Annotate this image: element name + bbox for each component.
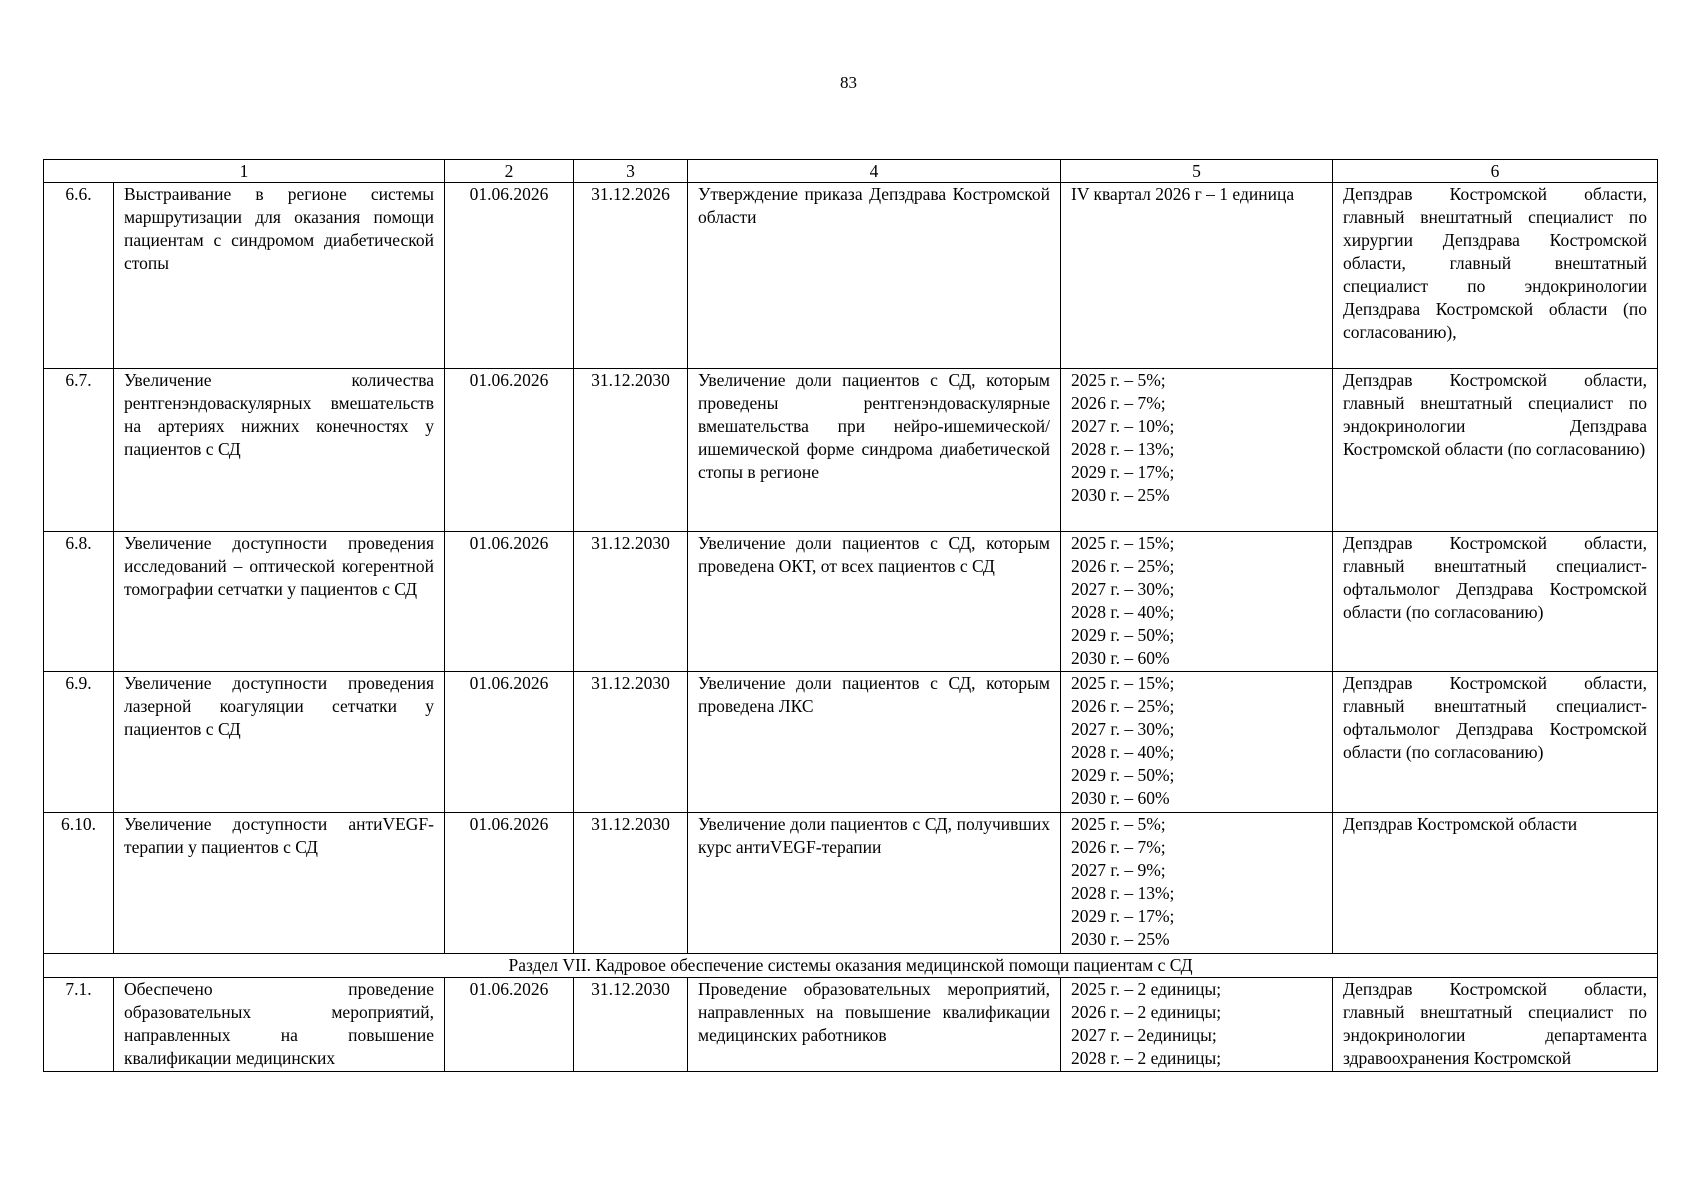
- target-line: 2028 г. – 2 единицы;: [1071, 1048, 1222, 1068]
- target-line: 2028 г. – 13%;: [1071, 439, 1175, 459]
- target-line: 2027 г. – 30%;: [1071, 719, 1175, 739]
- end-date-cell: 31.12.2030: [574, 369, 688, 532]
- target-line: 2025 г. – 5%;: [1071, 814, 1166, 834]
- start-date-cell: 01.06.2026: [445, 978, 574, 1072]
- responsible-cell: Депздрав Костромской области, главный внештатный специалист-офтальмолог Депздрава Костромской области (по согласованию): [1333, 672, 1658, 813]
- activity-cell: Выстраивание в регионе системы маршрутизации для оказания помощи пациентам с синдромом диабетической стопы: [114, 183, 445, 369]
- end-date-cell: 31.12.2030: [574, 532, 688, 672]
- target-line: 2027 г. – 30%;: [1071, 579, 1175, 599]
- responsible-cell: Депздрав Костромской области, главный внештатный специалист по эндокринологии департамента здравоохранения Костромской: [1333, 978, 1658, 1072]
- section-row: [44, 954, 1658, 978]
- target-line: 2026 г. – 25%;: [1071, 696, 1175, 716]
- table-row: [44, 978, 1658, 1072]
- target-line: IV квартал 2026 г – 1 единица: [1071, 184, 1295, 204]
- row-number: 7.1.: [44, 978, 114, 1072]
- table-row: [44, 369, 1658, 532]
- target-line: 2026 г. – 2 единицы;: [1071, 1002, 1222, 1022]
- responsible-cell: Депздрав Костромской области: [1333, 813, 1658, 954]
- result-cell: Увеличение доли пациентов с СД, которым проведены рентгенэндоваскулярные вмешательства при нейро-ишемической/ишемической форме синдрома диабетической стопы в регионе: [688, 369, 1061, 532]
- start-date-cell: 01.06.2026: [445, 183, 574, 369]
- target-line: 2025 г. – 15%;: [1071, 673, 1175, 693]
- row-number: 6.10.: [44, 813, 114, 954]
- column-number-header-row: [44, 160, 1658, 183]
- target-line: 2029 г. – 17%;: [1071, 906, 1175, 926]
- target-line: 2026 г. – 7%;: [1071, 393, 1166, 413]
- targets-cell: [1061, 532, 1333, 672]
- end-date-cell: 31.12.2030: [574, 813, 688, 954]
- page-number: 83: [840, 73, 857, 92]
- result-cell: Проведение образовательных мероприятий, направленных на повышение квалификации медицинских работников: [688, 978, 1061, 1072]
- activity-cell: Увеличение количества рентгенэндоваскулярных вмешательств на артериях нижних конечностях у пациентов с СД: [114, 369, 445, 532]
- activity-cell: Увеличение доступности проведения лазерной коагуляции сетчатки у пациентов с СД: [114, 672, 445, 813]
- responsible-cell: Депздрав Костромской области, главный внештатный специалист по хирургии Депздрава Костромской области, главный внештатный специалист по эндокринологии Депздрава Костромской области (по согласованию),: [1333, 183, 1658, 369]
- row-number: 6.8.: [44, 532, 114, 672]
- target-line: 2030 г. – 25%: [1071, 485, 1170, 505]
- target-line: 2030 г. – 25%: [1071, 929, 1170, 949]
- targets-cell: [1061, 369, 1333, 532]
- target-line: 2027 г. – 2единицы;: [1071, 1025, 1217, 1045]
- targets-cell: [1061, 978, 1333, 1072]
- responsible-cell: Депздрав Костромской области, главный внештатный специалист по эндокринологии Депздрава Костромской области (по согласованию): [1333, 369, 1658, 532]
- targets-cell: [1061, 183, 1333, 369]
- target-line: 2030 г. – 60%: [1071, 788, 1170, 808]
- target-line: 2028 г. – 40%;: [1071, 742, 1175, 762]
- start-date-cell: 01.06.2026: [445, 672, 574, 813]
- result-cell: Увеличение доли пациентов с СД, которым проведена ЛКС: [688, 672, 1061, 813]
- responsible-cell: Депздрав Костромской области, главный внештатный специалист-офтальмолог Депздрава Костромской области (по согласованию): [1333, 532, 1658, 672]
- target-line: 2029 г. – 17%;: [1071, 462, 1175, 482]
- section-title: Раздел VII. Кадровое обеспечение системы оказания медицинской помощи пациентам с СД: [44, 954, 1658, 978]
- start-date-cell: 01.06.2026: [445, 369, 574, 532]
- target-line: 2027 г. – 9%;: [1071, 860, 1166, 880]
- target-line: 2025 г. – 15%;: [1071, 533, 1175, 553]
- table-row: [44, 813, 1658, 954]
- table-row: [44, 532, 1658, 672]
- result-cell: Утверждение приказа Депздрава Костромской области: [688, 183, 1061, 369]
- target-line: 2029 г. – 50%;: [1071, 625, 1175, 645]
- target-line: 2030 г. – 60%: [1071, 648, 1170, 668]
- table-row: [44, 672, 1658, 813]
- target-line: 2028 г. – 40%;: [1071, 602, 1175, 622]
- row-number: 6.9.: [44, 672, 114, 813]
- target-line: 2027 г. – 10%;: [1071, 416, 1175, 436]
- target-line: 2025 г. – 2 единицы;: [1071, 979, 1222, 999]
- row-number: 6.7.: [44, 369, 114, 532]
- activity-cell: Обеспечено проведение образовательных мероприятий, направленных на повышение квалификации медицинских: [114, 978, 445, 1072]
- target-line: 2026 г. – 25%;: [1071, 556, 1175, 576]
- row-number: 6.6.: [44, 183, 114, 369]
- column-header-1: 1: [44, 160, 445, 183]
- target-line: 2029 г. – 50%;: [1071, 765, 1175, 785]
- column-header-4: 4: [688, 160, 1061, 183]
- target-line: 2025 г. – 5%;: [1071, 370, 1166, 390]
- activity-cell: Увеличение доступности проведения исследований – оптической когерентной томографии сетчатки у пациентов с СД: [114, 532, 445, 672]
- column-header-5: 5: [1061, 160, 1333, 183]
- target-line: 2026 г. – 7%;: [1071, 837, 1166, 857]
- start-date-cell: 01.06.2026: [445, 813, 574, 954]
- column-header-2: 2: [445, 160, 574, 183]
- column-header-6: 6: [1333, 160, 1658, 183]
- targets-cell: [1061, 672, 1333, 813]
- end-date-cell: 31.12.2030: [574, 978, 688, 1072]
- end-date-cell: 31.12.2026: [574, 183, 688, 369]
- column-header-3: 3: [574, 160, 688, 183]
- plan-table: [43, 159, 1658, 1072]
- target-line: 2028 г. – 13%;: [1071, 883, 1175, 903]
- table-row: [44, 183, 1658, 369]
- result-cell: Увеличение доли пациентов с СД, получивших курс антиVEGF-терапии: [688, 813, 1061, 954]
- targets-cell: [1061, 813, 1333, 954]
- activity-cell: Увеличение доступности антиVEGF- терапии у пациентов с СД: [114, 813, 445, 954]
- end-date-cell: 31.12.2030: [574, 672, 688, 813]
- result-cell: Увеличение доли пациентов с СД, которым проведена ОКТ, от всех пациентов с СД: [688, 532, 1061, 672]
- start-date-cell: 01.06.2026: [445, 532, 574, 672]
